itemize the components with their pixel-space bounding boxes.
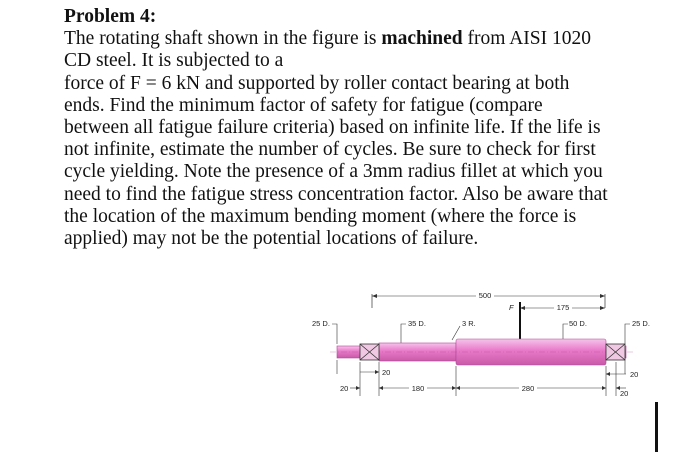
dim-20-right-a: 20	[630, 370, 639, 379]
left-bearing	[360, 344, 379, 360]
problem-line	[64, 161, 694, 183]
problem-line-text: cycle yielding. Note the presence of a 3mm radius fillet at which you	[64, 161, 603, 183]
problem-line	[64, 139, 694, 161]
problem-line-text: The rotating shaft shown in the figure is	[64, 28, 382, 50]
problem-line-text: CD steel. It is subjected to a	[64, 50, 284, 72]
problem-line	[64, 117, 694, 139]
problem-line-bold: machined	[381, 28, 463, 50]
label-fillet: 3 R.	[462, 319, 476, 328]
problem-line	[64, 184, 694, 206]
problem-line	[64, 73, 694, 95]
label-35: 35 D.	[408, 319, 426, 328]
problem-line	[64, 206, 694, 228]
problem-line-text: force of F = 6 kN and supported by roller contact bearing at both	[64, 72, 570, 94]
shaft-figure	[300, 286, 670, 411]
label-25-right: 25 D.	[632, 319, 650, 328]
dim-20-left-a: 20	[382, 368, 391, 377]
problem-line-text: from AISI 1020	[462, 28, 591, 50]
problem-statement	[64, 6, 694, 250]
dim-500-label: 500	[478, 291, 492, 300]
problem-line-text: ends. Find the minimum factor of safety for fatigue (compare	[64, 94, 543, 116]
dim-20-right-b: 20	[620, 389, 629, 398]
dim-175-label: 175	[556, 303, 570, 312]
problem-line-text: need to find the fatigue stress concentration factor. Also be aware that	[64, 183, 608, 205]
force-label: F	[509, 303, 514, 312]
dimension-175	[520, 302, 605, 316]
problem-line	[64, 28, 694, 50]
text-cursor-bar	[655, 402, 658, 452]
problem-line-text: applied) may not be the potential locations of failure.	[64, 228, 479, 250]
extension-lines	[360, 362, 616, 396]
label-25-left: 25 D.	[312, 319, 330, 328]
problem-line-text: not infinite, estimate the number of cycles. Be sure to check for first	[64, 139, 596, 161]
problem-line-text: between all fatigue failure criteria) based on infinite life. If the life is	[64, 117, 601, 139]
label-50: 50 D.	[569, 319, 587, 328]
problem-title: Problem 4:	[64, 6, 157, 27]
dim-20-left-b: 20	[340, 384, 349, 393]
problem-line-text: the location of the maximum bending moment (where the force is	[64, 205, 577, 227]
problem-line	[64, 50, 694, 72]
problem-line	[64, 95, 694, 117]
dim-180-label: 180	[411, 384, 425, 393]
problem-body	[64, 28, 694, 250]
lower-dimensions	[340, 368, 638, 398]
right-bearing	[606, 344, 625, 360]
problem-line	[64, 228, 694, 250]
dim-280-label: 280	[521, 384, 535, 393]
